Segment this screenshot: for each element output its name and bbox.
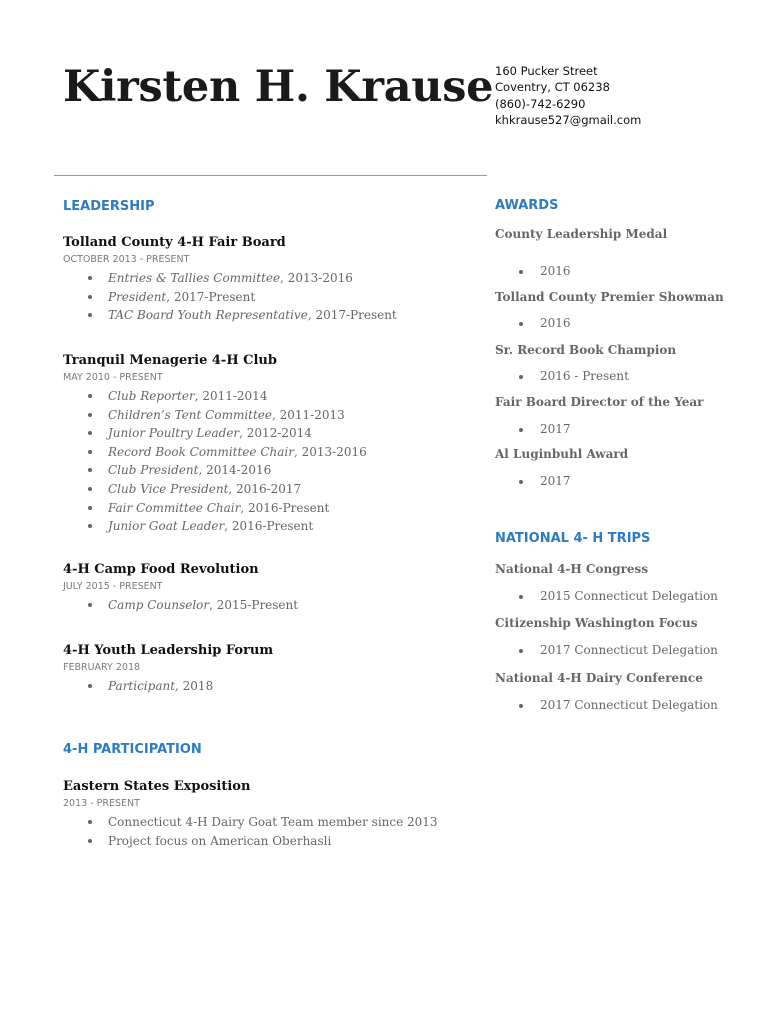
list-item — [63, 269, 483, 288]
role-name: Children’s Tent Committee — [108, 407, 273, 422]
list-item — [63, 424, 483, 443]
trip-name: National 4-H Congress — [495, 562, 649, 576]
award-detail: 2017 — [495, 422, 571, 436]
contact-block — [495, 63, 641, 128]
bullet-icon — [88, 313, 92, 317]
contact-email: khkrause527@gmail.com — [495, 112, 642, 127]
entry-title: Eastern States Exposition — [63, 779, 251, 794]
entry-title: Tranquil Menagerie 4-H Club — [63, 353, 277, 368]
list-item — [63, 596, 483, 615]
bullet-icon — [519, 270, 523, 274]
bullet-icon — [88, 295, 92, 299]
bullet-icon — [88, 394, 92, 398]
bullet-icon — [519, 322, 523, 326]
award-detail: 2016 — [495, 316, 571, 330]
bullet-icon — [519, 704, 523, 708]
bullet-icon — [519, 480, 523, 484]
trip-detail: 2015 Connecticut Delegation — [495, 589, 718, 603]
bullet-icon — [88, 276, 92, 280]
leadership-entry-forum — [63, 643, 483, 696]
entry-date: FEBRUARY 2018 — [63, 662, 141, 673]
role-name: Entries & Tallies Committee — [108, 271, 281, 285]
role-years: , 2014-2016 — [198, 463, 272, 478]
bullet-icon — [88, 839, 92, 843]
trip-name: Citizenship Washington Focus — [495, 616, 698, 630]
role-name: Club Reporter — [108, 389, 195, 403]
entry-date: JULY 2015 - PRESENT — [63, 581, 163, 592]
bullet-icon — [519, 595, 523, 599]
bullet-icon — [88, 603, 92, 607]
entry-roles — [63, 387, 483, 536]
awards-heading: AWARDS — [495, 198, 559, 213]
role-name: Camp Counselor — [108, 598, 210, 612]
role-years: , 2015-Present — [209, 598, 299, 612]
role-years: , 2012-2014 — [239, 426, 312, 441]
role-name: Junior Poultry Leader — [108, 426, 240, 441]
participation-heading: 4-H PARTICIPATION — [63, 742, 202, 757]
trip-name: National 4-H Dairy Conference — [495, 671, 703, 685]
list-item — [63, 288, 483, 307]
award-name: Tolland County Premier Showman — [495, 290, 724, 304]
list-item — [63, 832, 483, 851]
header-divider — [54, 175, 487, 176]
bullet-icon — [519, 375, 523, 379]
leadership-heading: LEADERSHIP — [63, 199, 155, 214]
resume-name: Kirsten H. Krause — [63, 62, 494, 112]
bullet-icon — [88, 820, 92, 824]
entry-roles — [63, 596, 483, 615]
award-detail: 2017 — [495, 474, 571, 488]
list-item — [63, 499, 483, 518]
bullet-icon — [88, 506, 92, 510]
contact-city: Coventry, CT 06238 — [495, 80, 610, 95]
list-item — [63, 461, 483, 480]
role-years: , 2016-2017 — [228, 481, 302, 496]
entry-roles — [63, 269, 483, 325]
role-name: Participant — [108, 679, 176, 693]
leadership-entry-club — [63, 353, 483, 536]
contact-street: 160 Pucker Street — [495, 64, 598, 78]
award-name: Al Luginbuhl Award — [495, 447, 629, 461]
role-years: , 2017-Present — [166, 289, 256, 304]
list-item — [63, 813, 483, 832]
role-name: Club Vice President — [108, 481, 229, 496]
award-name: Fair Board Director of the Year — [495, 395, 704, 409]
role-name: President — [108, 289, 167, 304]
entry-date: OCTOBER 2013 - PRESENT — [63, 254, 190, 265]
role-years: , 2018 — [175, 679, 214, 693]
bullet-icon — [88, 413, 92, 417]
bullet-icon — [88, 431, 92, 435]
list-item — [63, 677, 483, 696]
list-item — [63, 406, 483, 425]
role-years: , 2013-2016 — [293, 444, 367, 459]
detail-text: Project focus on American Oberhasli — [108, 833, 332, 848]
role-name: Club President — [108, 463, 199, 478]
bullet-icon — [88, 524, 92, 528]
entry-title: 4-H Camp Food Revolution — [63, 562, 259, 577]
bullet-icon — [88, 468, 92, 472]
bullet-icon — [88, 684, 92, 688]
entry-title: 4-H Youth Leadership Forum — [63, 643, 274, 658]
list-item — [63, 480, 483, 499]
role-years: , 2011-2014 — [194, 389, 268, 403]
role-years: , 2017-Present — [307, 308, 397, 323]
entry-date: 2013 - PRESENT — [63, 798, 140, 809]
trip-detail: 2017 Connecticut Delegation — [495, 698, 718, 712]
list-item — [63, 387, 483, 406]
role-name: Record Book Committee Chair — [108, 444, 294, 459]
role-years: , 2016-Present — [224, 519, 314, 534]
leadership-entry-camp — [63, 562, 483, 615]
entry-date: MAY 2010 - PRESENT — [63, 372, 163, 383]
leadership-entry-fair-board — [63, 235, 483, 325]
award-name: Sr. Record Book Champion — [495, 343, 677, 357]
trip-detail: 2017 Connecticut Delegation — [495, 643, 718, 657]
role-years: , 2011-2013 — [272, 407, 345, 422]
bullet-icon — [88, 487, 92, 491]
award-detail: 2016 — [495, 264, 571, 278]
participation-entry-eastern-states — [63, 779, 483, 850]
list-item — [63, 443, 483, 462]
role-name: Junior Goat Leader — [108, 519, 225, 534]
role-years: , 2013-2016 — [280, 271, 353, 285]
entry-roles — [63, 677, 483, 696]
entry-details — [63, 813, 483, 850]
list-item — [63, 306, 483, 325]
role-years: , 2016-Present — [240, 500, 330, 515]
bullet-icon — [519, 428, 523, 432]
entry-title: Tolland County 4-H Fair Board — [63, 235, 286, 250]
contact-phone: (860)-742-6290 — [495, 96, 586, 111]
award-detail: 2016 - Present — [495, 369, 629, 383]
bullet-icon — [519, 649, 523, 653]
role-name: Fair Committee Chair — [108, 500, 241, 515]
detail-text: Connecticut 4-H Dairy Goat Team member since 2013 — [108, 815, 438, 829]
role-name: TAC Board Youth Representative — [108, 308, 308, 323]
trips-heading: NATIONAL 4- H TRIPS — [495, 531, 651, 546]
bullet-icon — [88, 450, 92, 454]
list-item — [63, 517, 483, 536]
award-name: County Leadership Medal — [495, 227, 668, 241]
